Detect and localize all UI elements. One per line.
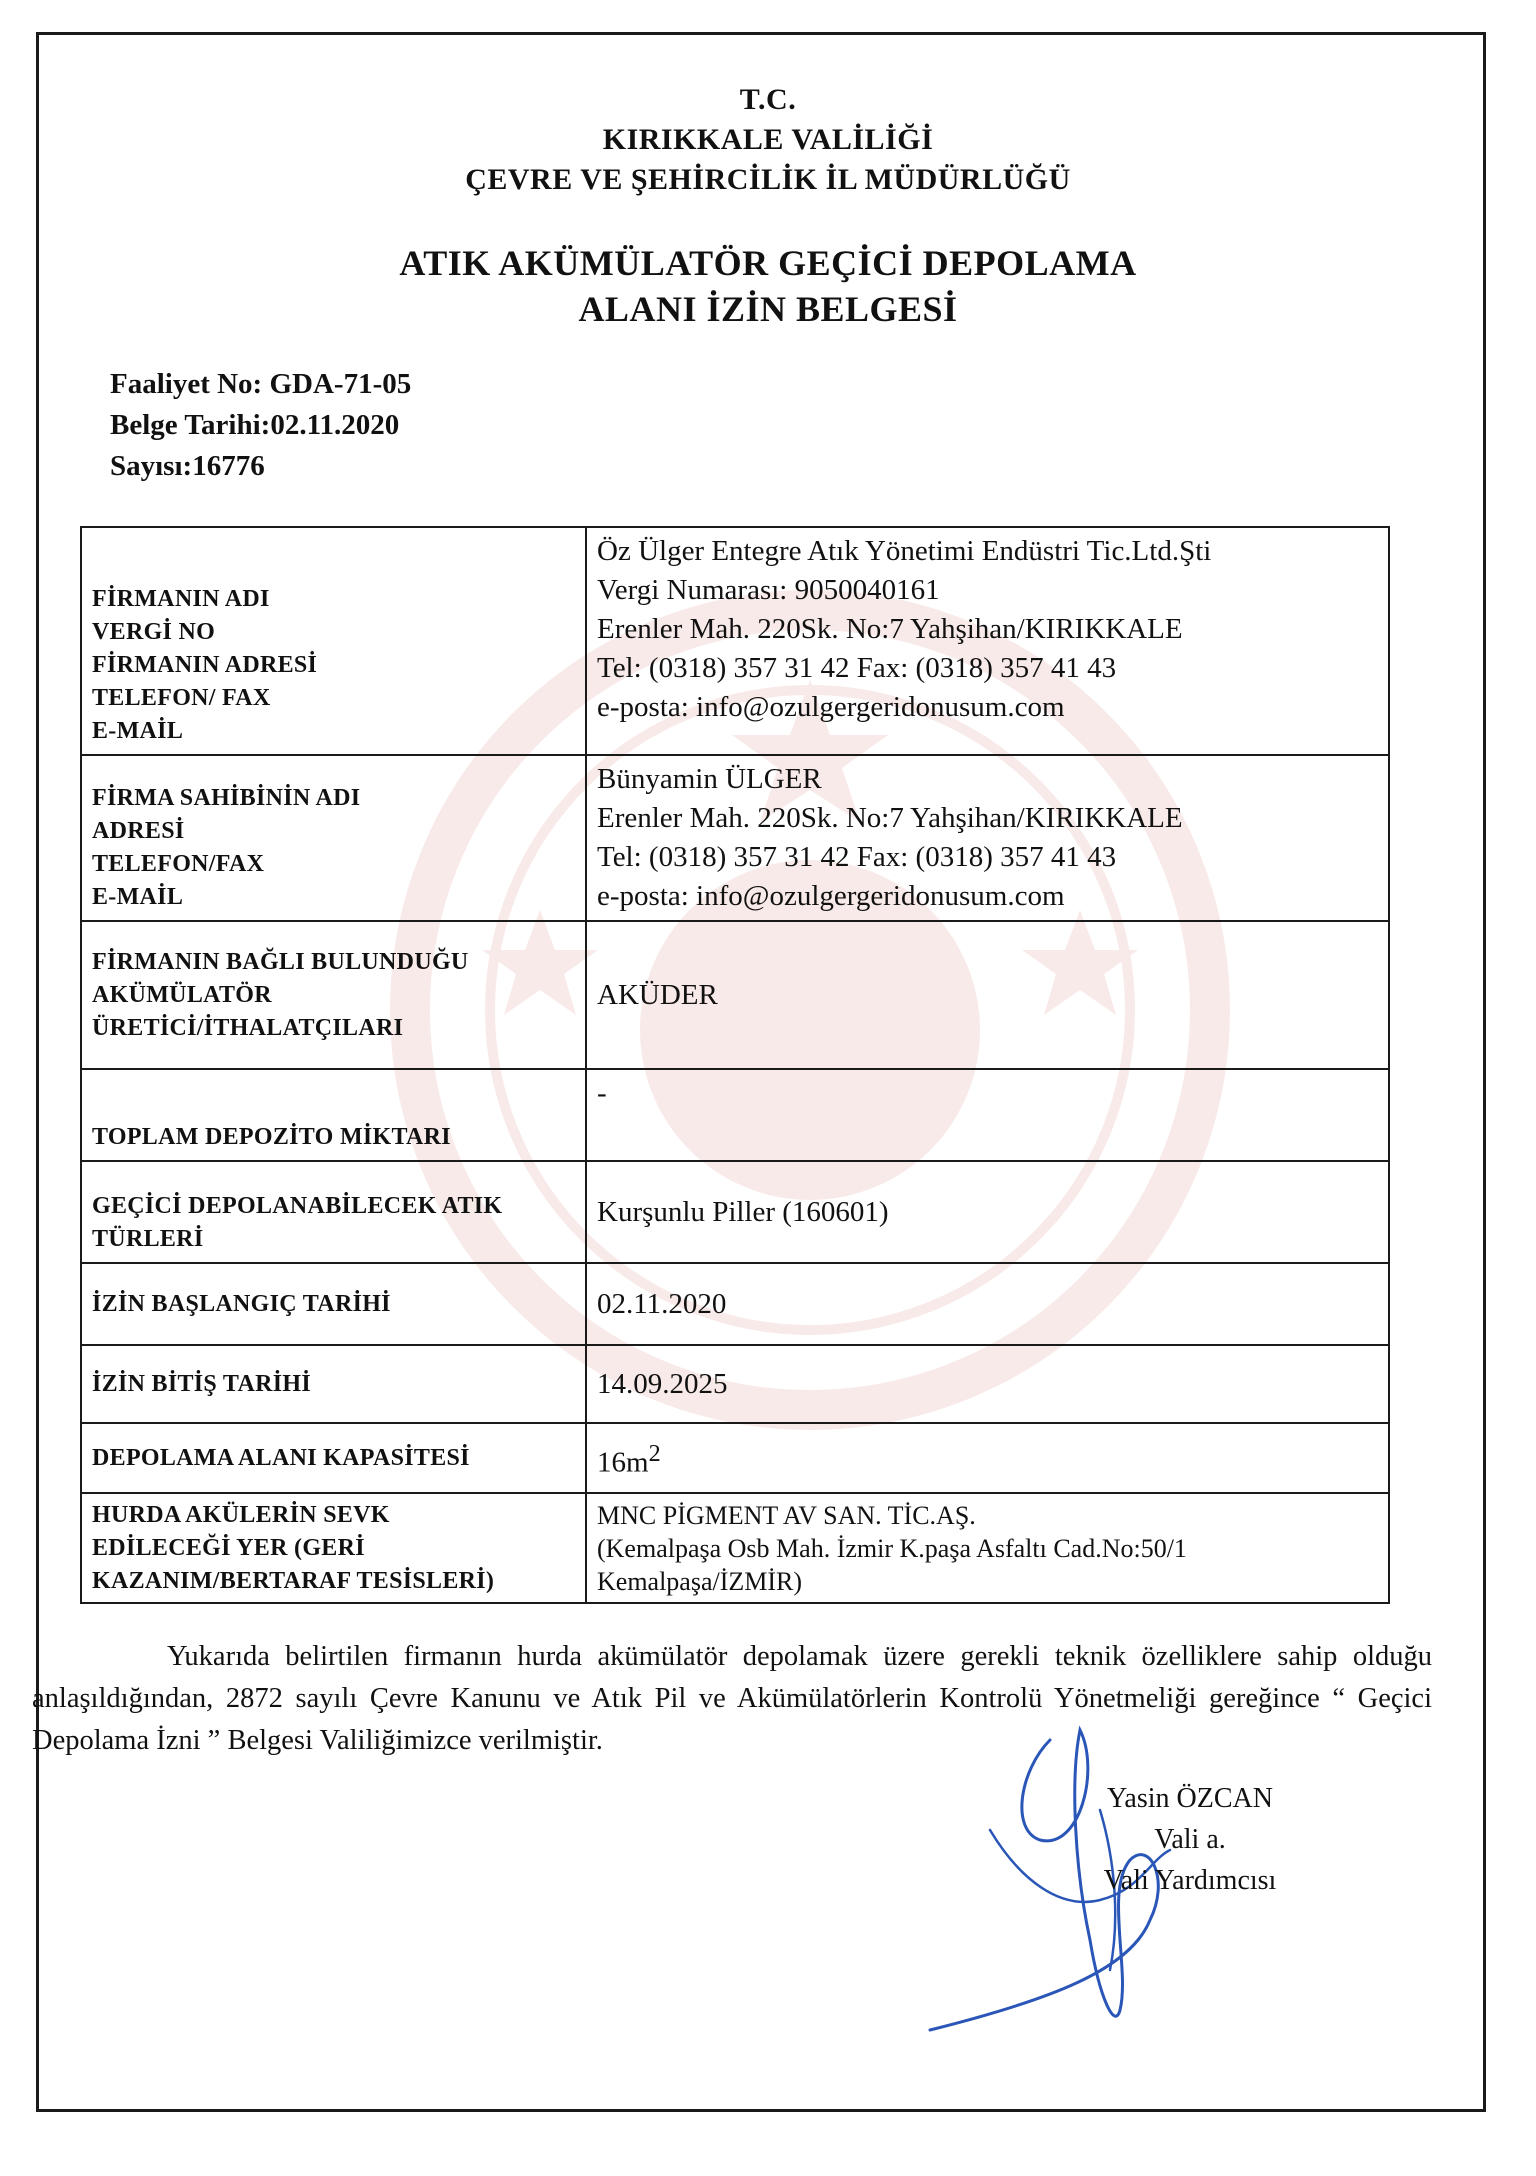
owner-label-cell (81, 755, 586, 921)
title-line-2: ALANI İZİN BELGESİ (578, 289, 958, 329)
waste-types-label-2: TÜRLERİ (92, 1226, 204, 1252)
firm-address: Erenler Mah. 220Sk. No:7 Yahşihan/KIRIKKALE (597, 613, 1183, 645)
firm-name: Öz Ülger Entegre Atık Yönetimi Endüstri Tic.Ltd.Şti (597, 535, 1212, 567)
producers-label-2: AKÜMÜLATÖR (92, 981, 272, 1008)
header-governorship: KIRIKKALE VALİLİĞİ (602, 123, 934, 156)
table-row-firm (81, 527, 1389, 755)
firm-label-tax: VERGİ NO (92, 619, 216, 645)
owner-name: Bünyamin ÜLGER (597, 763, 822, 795)
producers-label-cell (81, 921, 586, 1069)
capacity-value-cell (586, 1423, 1389, 1493)
firm-label-email: E-MAİL (92, 718, 184, 744)
end-date-value: 14.09.2025 (586, 1345, 1389, 1423)
shipment-label-2: EDİLECEĞİ YER (GERİ (92, 1534, 365, 1561)
header-tc: T.C. (739, 83, 797, 116)
owner-label-address: ADRESİ (92, 818, 185, 844)
table-row-end-date (81, 1345, 1389, 1423)
table-row-shipment (81, 1493, 1389, 1603)
firm-phone-fax: Tel: (0318) 357 31 42 Fax: (0318) 357 41 43 (597, 652, 1117, 684)
end-date-label: İZİN BİTİŞ TARİHİ (81, 1345, 586, 1423)
signatory-name: Yasin ÖZCAN (1107, 1783, 1273, 1814)
header-directorate: ÇEVRE VE ŞEHİRCİLİK İL MÜDÜRLÜĞÜ (465, 163, 1071, 196)
sayisi-label: Sayısı: (110, 450, 193, 482)
waste-types-label-cell (81, 1161, 586, 1263)
belge-tarihi-value: 02.11.2020 (270, 409, 400, 441)
producers-label-3: ÜRETİCİ/İTHALATÇILARI (92, 1014, 404, 1041)
firm-label-cell (81, 527, 586, 755)
table-row-owner (81, 755, 1389, 921)
waste-types-label-1: GEÇİCİ DEPOLANABİLECEK ATIK (92, 1193, 503, 1219)
permit-table (80, 526, 1390, 1604)
firm-label-name: FİRMANIN ADI (92, 586, 270, 612)
firm-label-phone: TELEFON/ FAX (92, 685, 271, 711)
owner-label-phone: TELEFON/FAX (92, 851, 265, 877)
shipment-address: (Kemalpaşa Osb Mah. İzmir K.paşa Asfaltı Cad.No:50/1 (597, 1533, 1187, 1563)
sayisi-value: 16776 (192, 450, 265, 482)
producers-label-1: FİRMANIN BAĞLI BULUNDUĞU (92, 948, 469, 975)
capacity-unit-sup: 2 (648, 1439, 661, 1467)
header (0, 80, 1536, 200)
firm-email: e-posta: info@ozulgergeridonusum.com (597, 691, 1065, 723)
table-row-waste-types (81, 1161, 1389, 1263)
owner-label-email: E-MAİL (92, 884, 184, 910)
owner-email: e-posta: info@ozulgergeridonusum.com (597, 880, 1065, 912)
approval-paragraph: Yukarıda belirtilen firmanın hurda akümülatör depolamak üzere gerekli teknik özelliklere sahip olduğu anlaşıldığından, 2872 sayılı Çevre Kanunu ve Atık Pil ve Akümülatörlerin Kontrolü Yönetmeliği gereğince “ Geçici Depolama İzni ” Belgesi Valiliğimizce verilmiştir. (32, 1641, 1432, 1756)
belge-tarihi-row (110, 405, 411, 446)
start-date-value: 02.11.2020 (586, 1263, 1389, 1345)
shipment-city: Kemalpaşa/İZMİR) (597, 1566, 803, 1596)
title-line-1: ATIK AKÜMÜLATÖR GEÇİCİ DEPOLAMA (399, 243, 1137, 283)
table-row-capacity (81, 1423, 1389, 1493)
firm-label-address: FİRMANIN ADRESİ (92, 652, 318, 678)
owner-value-cell (586, 755, 1389, 921)
shipment-label-cell (81, 1493, 586, 1603)
capacity-value: 16m (597, 1446, 649, 1479)
owner-address: Erenler Mah. 220Sk. No:7 Yahşihan/KIRIKKALE (597, 802, 1183, 834)
capacity-label: DEPOLAMA ALANI KAPASİTESİ (81, 1423, 586, 1493)
deposit-value: - (586, 1069, 1389, 1161)
faaliyet-row (110, 364, 411, 405)
table-row-start-date (81, 1263, 1389, 1345)
firm-value-cell (586, 527, 1389, 755)
faaliyet-value: GDA-71-05 (269, 368, 412, 400)
owner-phone-fax: Tel: (0318) 357 31 42 Fax: (0318) 357 41 43 (597, 841, 1117, 873)
document-meta (110, 364, 411, 487)
shipment-label-1: HURDA AKÜLERİN SEVK (92, 1501, 390, 1528)
table-row-deposit (81, 1069, 1389, 1161)
signature-block (1040, 1778, 1340, 1901)
shipment-label-3: KAZANIM/BERTARAF TESİSLERİ) (92, 1567, 495, 1594)
producers-value: AKÜDER (586, 921, 1389, 1069)
belge-tarihi-label: Belge Tarihi: (110, 409, 271, 441)
waste-types-value: Kurşunlu Piller (160601) (586, 1161, 1389, 1263)
firm-tax-no: Vergi Numarası: 9050040161 (597, 574, 940, 606)
sayisi-row (110, 446, 411, 487)
faaliyet-label: Faaliyet No: (110, 368, 270, 400)
deposit-label: TOPLAM DEPOZİTO MİKTARI (81, 1069, 586, 1161)
owner-label-name: FİRMA SAHİBİNİN ADI (92, 785, 361, 811)
shipment-value-cell (586, 1493, 1389, 1603)
signatory-role-2: Vali Yardımcısı (1103, 1865, 1277, 1896)
document-title (0, 240, 1536, 332)
table-row-producers (81, 921, 1389, 1069)
shipment-company: MNC PİGMENT AV SAN. TİC.AŞ. (597, 1500, 976, 1530)
signatory-role-1: Vali a. (1154, 1824, 1226, 1855)
start-date-label: İZİN BAŞLANGIÇ TARİHİ (81, 1263, 586, 1345)
